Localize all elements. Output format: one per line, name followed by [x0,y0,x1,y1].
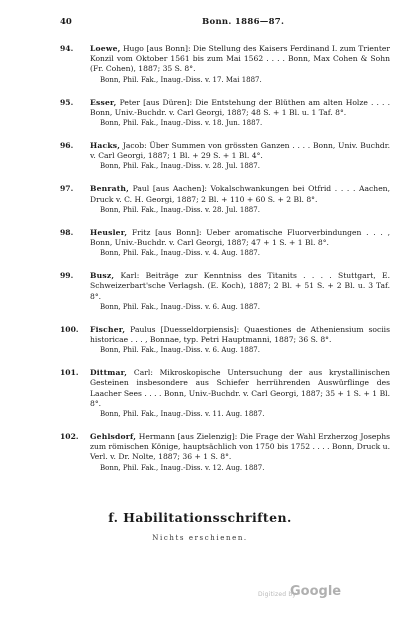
entry-number: 98. [60,227,74,237]
running-title: Bonn. 1886—87. [202,17,285,27]
entry-number: 95. [60,97,74,107]
running-header [60,17,388,29]
entry-author: Loewe, [90,44,121,53]
list-item [60,325,390,355]
entry-number: 101. [60,368,79,378]
list-item [60,432,390,473]
entry-note: Bonn, Phil. Fak., Inaug.-Diss. v. 11. Aug. 1887. [100,410,265,419]
entry-body: Paulus [Duesseldorpiensis]: Quaestiones de Atheniensium sociis historicae . . . , Bonnae, typ. Petri Hauptmanni, 1887; 36 S. 8°. [90,324,390,345]
entry-text [90,432,390,473]
page-number: 40 [60,17,72,27]
entry-text [90,368,390,419]
entry-body: Peter [aus Düren]: Die Entstehung der Blüthen am alten Holze . . . . Bonn, Univ.-Buchdr. v. Carl Georgi, 1887; 48 S. + 1 Bl. u. 1 Taf. 8°. [90,97,390,117]
entry-number: 97. [60,184,74,194]
entry-number: 94. [60,44,74,53]
list-item [60,228,390,258]
entry-note: Bonn, Phil. Fak., Inaug.-Diss. v. 18. Jun. 1887. [100,119,263,128]
entry-author: Hacks, [90,141,121,151]
list-item [60,98,390,128]
list-item [60,44,390,85]
list-item [60,271,390,312]
entry-text [90,228,390,258]
entry-author: Heusler, [90,227,128,237]
entry-note: Bonn, Phil. Fak., Inaug.-Diss. v. 28. Jul. 1887. [100,205,260,214]
entry-author: Benrath, [90,184,129,194]
watermark-logo-text: Google [290,584,342,599]
entry-author: Dittmar, [90,368,128,378]
list-item [60,141,390,171]
entry-text [90,141,390,171]
entry-number: 100. [60,324,79,334]
entry-number: 99. [60,271,74,281]
entry-note: Bonn, Phil. Fak., Inaug.-Diss. v. 6. Aug. 1887. [100,346,260,355]
google-watermark-logo [258,584,342,602]
list-item [60,184,390,214]
dissertation-list [60,44,390,486]
entry-body: Fritz [aus Bonn]: Ueber aromatische Fluorverbindungen . . . , Bonn, Univ.-Buchdr. v. Carl Georgi, 1887; 47 + 1 S. + 1 Bl. 8°. [90,227,390,248]
list-item [60,368,390,419]
entry-note: Bonn, Phil. Fak., Inaug.-Diss. v. 17. Mai 1887. [100,75,262,84]
entry-note: Bonn, Phil. Fak., Inaug.-Diss. v. 12. Aug. 1887. [100,463,265,472]
entry-body: Carl: Mikroskopische Untersuchung der aus krystallinischen Gesteinen insbesondere aus Schiefer herrührenden Auswürflinge des Laacher Sees . . . . Bonn, Univ.-Buchdr. v. Carl Georgi, 1887; 35 + 1 S. + 1 Bl. 8°. [90,368,390,408]
entry-body: Jacob: Über Summen von grössten Ganzen . . . . Bonn, Univ. Buchdr. v. Carl Georgi, 1887; 1 Bl. + 29 S. + 1 Bl. 4°. [90,141,390,161]
entry-author: Busz, [90,271,115,281]
watermark-small-text: Digitized by [258,591,297,598]
entry-body: Hermann [aus Zielenzig]: Die Frage der Wahl Erzherzog Josephs zum römischen Könige, hauptsächlich von 1750 bis 1752 . . . . Bonn, Druck u. Verl. v. Dr. Nolte, 1887; 36 + 1 S. 8°. [90,432,390,462]
entry-text [90,184,390,214]
section-heading: f. Habilitationsschriften. [108,510,292,525]
entry-author: Esser, [90,97,117,107]
entry-text [90,271,390,312]
entry-body: Paul [aus Aachen]: Vokalschwankungen bei Otfrid . . . . Aachen, Druck v. C. H. Georgi, 1887; 2 Bl. + 110 + 60 S. + 2 Bl. 8°. [90,184,390,204]
entry-note: Bonn, Phil. Fak., Inaug.-Diss. v. 28. Jul. 1887. [100,162,260,171]
section-note: Nichts erschienen. [152,534,248,542]
entry-author: Gehlsdorf, [90,432,137,442]
entry-note: Bonn, Phil. Fak., Inaug.-Diss. v. 6. Aug. 1887. [100,302,260,311]
entry-text [90,98,390,128]
entry-text [90,44,390,85]
entry-note: Bonn, Phil. Fak., Inaug.-Diss. v. 4. Aug. 1887. [100,249,260,258]
entry-number: 96. [60,141,74,151]
entry-author: Fischer, [90,324,126,334]
entry-body: Karl: Beiträge zur Kenntniss des Titanits . . . . Stuttgart, E. Schweizerbart'sche Verlagsh. (E. Koch), 1887; 2 Bl. + 51 S. + 2 Bl. u. 3 Taf. 8°. [90,271,390,301]
entry-body: Hugo [aus Bonn]: Die Stellung des Kaisers Ferdinand I. zum Trienter Konzil vom Oktober 1561 bis zum Mai 1562 . . . . Bonn, Max Cohen & Sohn (Fr. Cohen), 1887; 35 S. 8°. [90,44,390,74]
entry-number: 102. [60,432,79,442]
entry-text [90,325,390,355]
